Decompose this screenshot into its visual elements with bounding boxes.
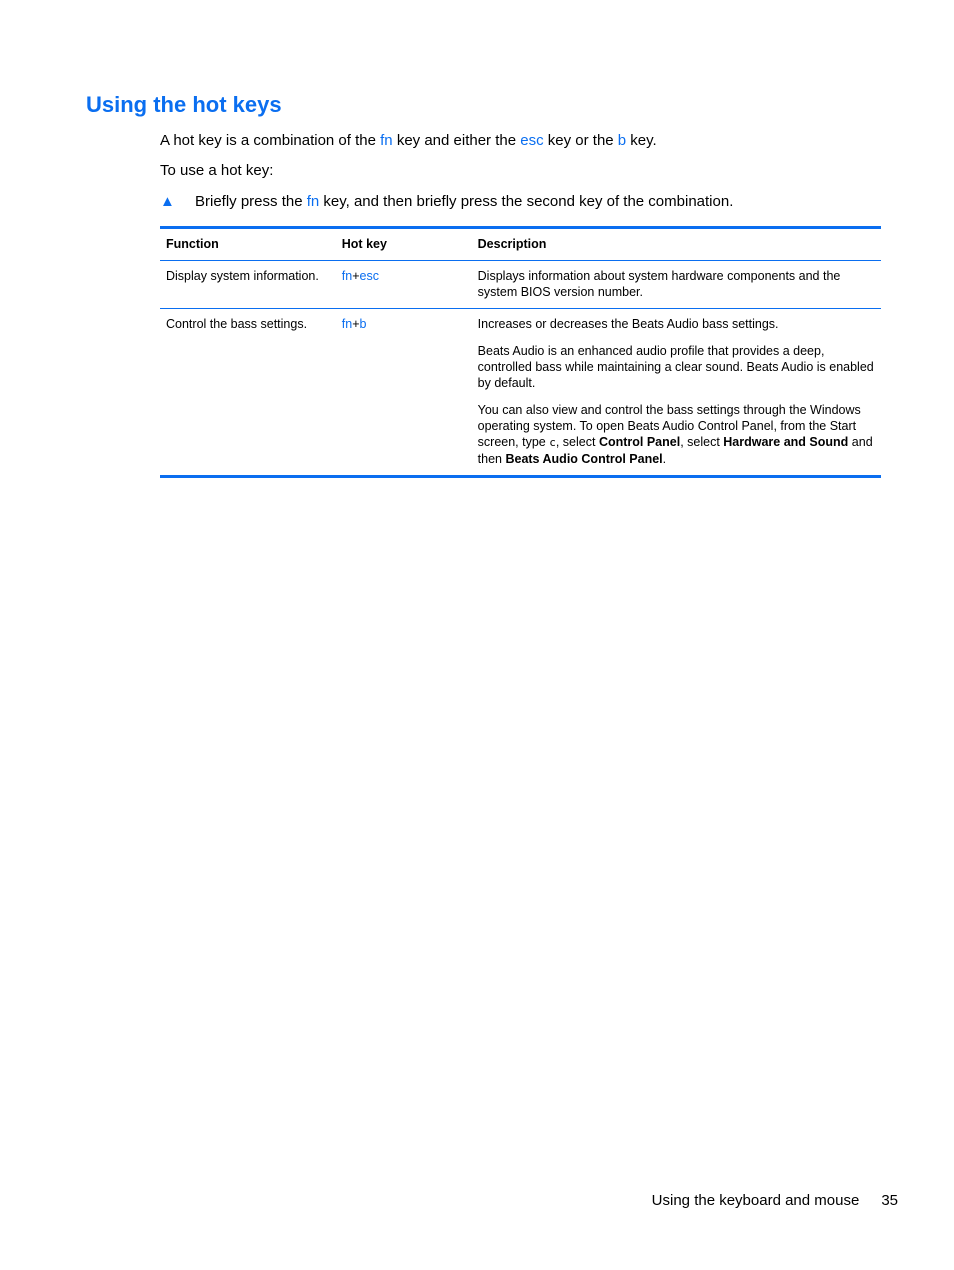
- fn-key-label: fn: [380, 132, 393, 149]
- table-row: [160, 261, 881, 309]
- description-paragraph: Beats Audio is an enhanced audio profile that provides a deep, controlled bass while maintaining a clear sound. Beats Audio is enabled by default.: [477, 344, 874, 390]
- header-hot-key: Hot key: [341, 237, 387, 251]
- hot-key-plus: +: [352, 269, 360, 283]
- instr-text-5: .: [662, 452, 667, 466]
- footer-section-title: Using the keyboard and mouse: [651, 1192, 860, 1209]
- intro-text-3: key or the: [543, 132, 618, 149]
- step-text-2: key, and then briefly press the second key of the combination.: [319, 193, 734, 210]
- header-description: Description: [477, 237, 547, 251]
- control-panel-term: Control Panel: [598, 435, 681, 449]
- table-row: [160, 309, 881, 477]
- description-paragraph: Increases or decreases the Beats Audio bass settings.: [477, 317, 779, 331]
- instr-text-1: You can also view and control the bass settings through the Windows operating system. To open Beats Audio Control Panel, from the Start screen, type: [477, 403, 861, 449]
- description-cell: [478, 309, 881, 477]
- hot-key-b: b: [359, 317, 367, 331]
- table-header-row: [160, 228, 881, 261]
- triangle-step-icon: ▲: [160, 193, 175, 210]
- step-text-1: Briefly press the: [195, 193, 307, 210]
- intro-paragraph: [160, 131, 657, 151]
- beats-audio-control-panel-term: Beats Audio Control Panel: [505, 452, 663, 466]
- esc-key-label: esc: [520, 132, 544, 149]
- page-title: Using the hot keys: [86, 92, 282, 117]
- instr-text-4: and then: [477, 435, 873, 466]
- hot-key-fn: fn: [341, 269, 353, 283]
- to-use-paragraph: To use a hot key:: [160, 162, 274, 179]
- hot-keys-table: [160, 226, 881, 478]
- hot-key-plus: +: [352, 317, 360, 331]
- hot-key-esc: esc: [359, 269, 379, 283]
- hot-key-cell: [342, 309, 478, 477]
- page-footer: [652, 1191, 898, 1211]
- hot-key-cell: [342, 261, 478, 309]
- b-key-label: b: [617, 132, 627, 149]
- description-cell: [478, 261, 881, 309]
- description-paragraph: Displays information about system hardware components and the system BIOS version number.: [477, 269, 841, 299]
- intro-text-2: key and either the: [392, 132, 521, 149]
- instr-text-3: , select: [680, 435, 724, 449]
- function-cell: Display system information.: [166, 269, 319, 283]
- step-text: [195, 192, 733, 212]
- header-function: Function: [166, 237, 219, 251]
- function-cell: Control the bass settings.: [166, 317, 308, 331]
- typed-key-code: c: [549, 436, 556, 449]
- intro-text-4: key.: [626, 132, 657, 149]
- page-number: 35: [881, 1192, 898, 1209]
- step-fn-key-label: fn: [306, 193, 320, 210]
- intro-text-1: A hot key is a combination of the: [160, 132, 381, 149]
- instr-text-2: , select: [555, 435, 599, 449]
- hot-key-fn: fn: [341, 317, 353, 331]
- hardware-and-sound-term: Hardware and Sound: [723, 435, 849, 449]
- windows-instructions-paragraph: [478, 402, 875, 467]
